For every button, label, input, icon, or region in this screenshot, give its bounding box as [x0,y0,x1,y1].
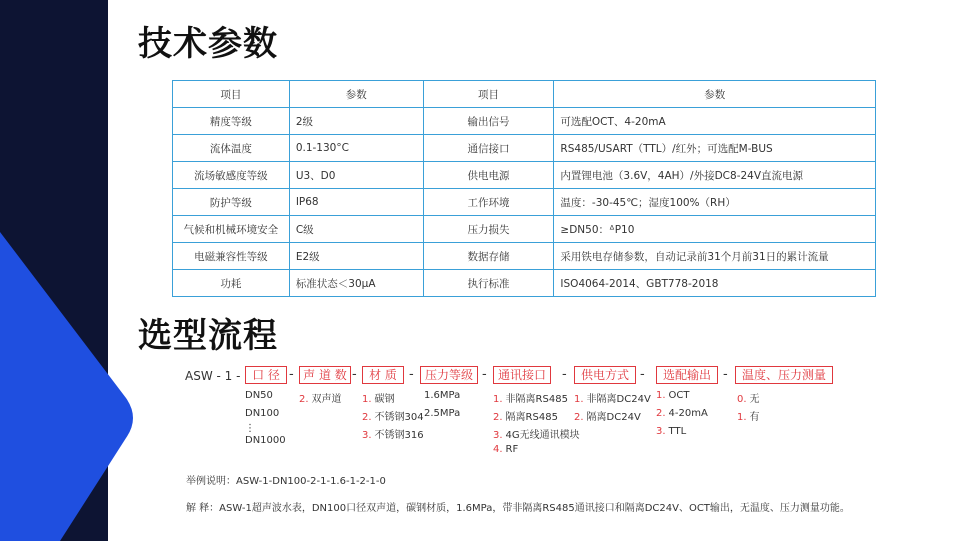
flow-separator: - [482,367,487,382]
flow-option: 1.6MPa [424,390,461,401]
table-value-cell: ≥DN50：ᐞP10 [554,216,876,243]
flow-option: ⋮ [245,423,255,434]
table-value-cell: ISO4064-2014、GBT778-2018 [554,270,876,297]
table-header-cell: 项目 [423,81,554,108]
table-item-cell: 压力损失 [423,216,554,243]
option-label: 无 [749,394,760,405]
option-label: 非隔离RS485 [505,394,568,405]
table-item-cell: 数据存储 [423,243,554,270]
flow-separator: - [640,367,645,382]
table-item-cell: 输出信号 [423,108,554,135]
table-item-cell: 工作环境 [423,189,554,216]
table-value-cell: C级 [289,216,423,243]
option-number: 1. [737,412,747,423]
flow-separator: - [409,367,414,382]
flow-separator: - [562,367,567,382]
table-row [173,135,876,162]
table-item-cell: 流场敏感度等级 [173,162,290,189]
table-value-cell: 可选配OCT、4-20mA [554,108,876,135]
table-item-cell: 防护等级 [173,189,290,216]
option-label: OCT [668,390,690,401]
table-header-row [173,81,876,108]
flow-option: 2.5MPa [424,408,461,419]
option-number: 2. [574,412,584,423]
option-number: 1. [493,394,503,405]
table-value-cell: 标准状态＜30μA [289,270,423,297]
table-header-cell: 参数 [554,81,876,108]
flow-step-box: 口 径 [245,366,287,384]
table-row [173,243,876,270]
flow-option [362,390,395,405]
flow-step-box: 声 道 数 [299,366,351,384]
table-value-cell: 2级 [289,108,423,135]
flow-step-box: 温度、压力测量 [735,366,833,384]
option-number: 1. [574,394,584,405]
table-item-cell: 流体温度 [173,135,290,162]
table-item-cell: 气候和机械环境安全 [173,216,290,243]
flow-option [493,390,568,405]
option-number: 2. [362,412,372,423]
table-row [173,108,876,135]
table-value-cell: U3、D0 [289,162,423,189]
table-item-cell: 功耗 [173,270,290,297]
option-number: 2. [493,412,503,423]
table-row [173,162,876,189]
option-label: 4G无线通讯模块 [505,430,580,441]
option-label: 不锈钢316 [374,430,424,441]
option-label: 不锈钢304 [374,412,424,423]
option-label: 碳钢 [374,394,395,405]
flow-option [737,390,760,405]
table-item-cell: 电磁兼容性等级 [173,243,290,270]
flow-option [493,408,558,423]
option-label: 4-20mA [668,408,708,419]
option-number: 3. [362,430,372,441]
table-item-cell: 供电电源 [423,162,554,189]
table-item-cell: 精度等级 [173,108,290,135]
flow-option [493,426,580,441]
flow-option [299,390,342,405]
table-header-cell: 项目 [173,81,290,108]
spec-table [172,80,876,297]
option-number: 2. [656,408,666,419]
table-value-cell: 内置锂电池（3.6V，4AH）/外接DC8-24V直流电源 [554,162,876,189]
flow-option: DN50 [245,390,273,401]
option-number: 3. [493,430,503,441]
option-number: 1. [362,394,372,405]
option-number: 2. [299,394,309,405]
flow-option [362,408,424,423]
flow-step-box: 通讯接口 [493,366,551,384]
flow-option [656,390,690,401]
flow-option [574,390,651,405]
flow-separator: - [723,367,728,382]
option-label: 非隔离DC24V [586,394,651,405]
section-title-selection: 选型流程 [138,316,278,356]
flow-option: DN1000 [245,435,286,446]
table-value-cell: 0.1-130°C [289,135,423,162]
model-prefix: ASW - 1 - [185,369,241,383]
flow-option [493,444,518,455]
option-number: 0. [737,394,747,405]
flow-option [656,408,708,419]
flow-option [737,408,760,423]
flow-step-box: 选配输出 [656,366,718,384]
table-item-cell: 通信接口 [423,135,554,162]
table-value-cell: 采用铁电存储参数，自动记录前31个月前31日的累计流量 [554,243,876,270]
decorative-side-shapes [0,0,150,541]
example-note: 举例说明：ASW-1-DN100-2-1-1.6-1-2-1-0 [186,476,386,487]
table-row [173,189,876,216]
option-number: 1. [656,390,666,401]
option-label: 隔离RS485 [505,412,558,423]
section-title-params: 技术参数 [138,24,278,64]
table-item-cell: 执行标准 [423,270,554,297]
flow-step-box: 材 质 [362,366,404,384]
option-label: 有 [749,412,760,423]
table-value-cell: 温度：-30-45℃；湿度100%（RH） [554,189,876,216]
table-header-cell: 参数 [289,81,423,108]
table-row [173,270,876,297]
table-row [173,216,876,243]
flow-option: DN100 [245,408,280,419]
flow-option [574,408,641,423]
table-value-cell: RS485/USART（TTL）/红外；可选配M-BUS [554,135,876,162]
option-label: 双声道 [311,394,342,405]
option-label: RF [505,444,519,455]
flow-option [362,426,424,441]
option-number: 3. [656,426,666,437]
table-value-cell: IP68 [289,189,423,216]
option-label: TTL [668,426,687,437]
option-label: 隔离DC24V [586,412,641,423]
flow-step-box: 压力等级 [420,366,478,384]
flow-option [656,426,686,437]
table-value-cell: E2级 [289,243,423,270]
explanation-note: 解 释：ASW-1超声波水表，DN100口径双声道，碳钢材质，1.6MPa，带非隔离RS485通讯接口和隔离DC24V、OCT输出，无温度、压力测量功能。 [186,503,850,514]
flow-separator: - [289,367,294,382]
option-number: 4. [493,444,503,455]
flow-step-box: 供电方式 [574,366,636,384]
flow-separator: - [352,367,357,382]
